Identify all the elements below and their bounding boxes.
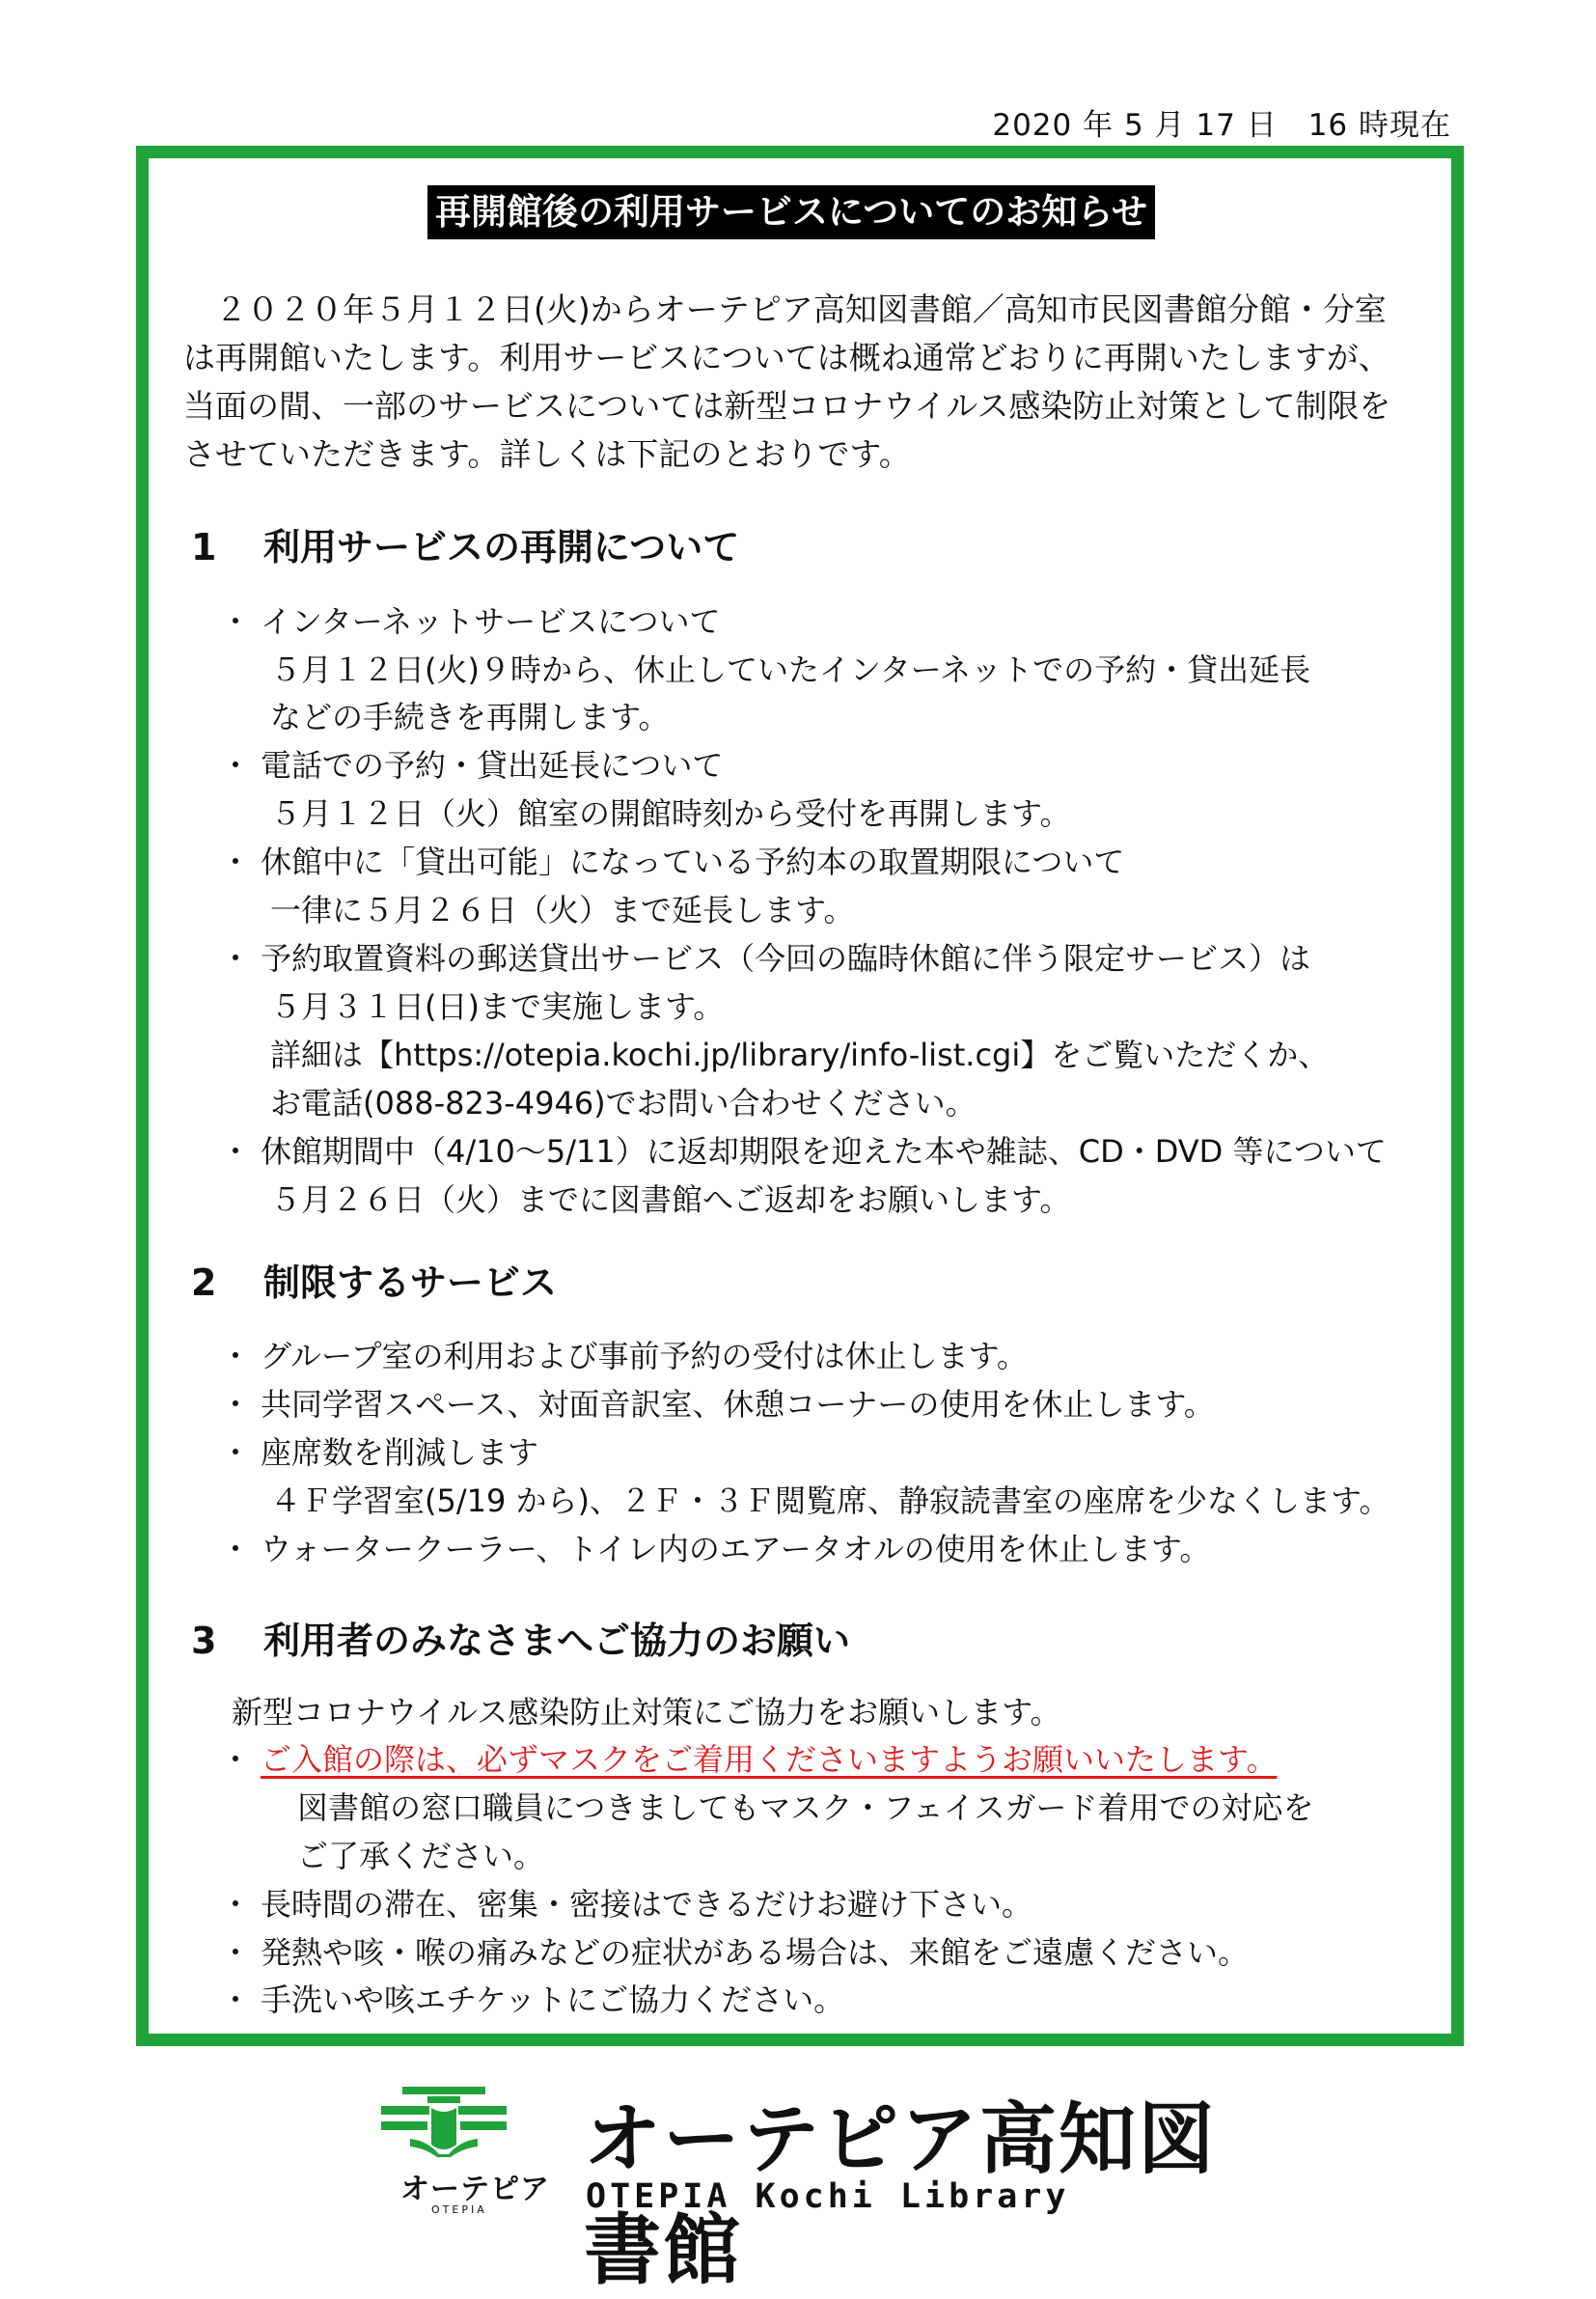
- list-item: ・ 手洗いや咳エチケットにご協力ください。: [220, 1981, 845, 2018]
- library-name-en: OTEPIA Kochi Library: [586, 2177, 1070, 2216]
- list-item-detail: ５月２６日（火）までに図書館へご返却をお願いします。: [270, 1181, 1071, 1218]
- list-item: ・ 予約取置資料の郵送貸出サービス（今回の臨時休館に伴う限定サービス）は: [220, 940, 1311, 977]
- mask-request: ご入館の際は、必ずマスクをご着用くださいますようお願いいたします。: [261, 1741, 1278, 1778]
- list-item: ・ 共同学習スペース、対面音訳室、休憩コーナーの使用を休止します。: [220, 1386, 1215, 1423]
- intro-line: 当面の間、一部のサービスについては新型コロナウイルス感染防止対策として制限を: [183, 387, 1391, 425]
- list-item-detail: ご了承ください。: [297, 1838, 545, 1874]
- intro-paragraph: [183, 286, 1428, 479]
- library-name-ja: オーテピア高知図書館: [584, 2094, 1217, 2295]
- intro-line: させていただきます。詳しくは下記のとおりです。: [183, 435, 911, 473]
- library-logo: [381, 2075, 1230, 2295]
- section-title: 利用サービスの再開について: [263, 526, 740, 568]
- logo-mark-subtext: OTEPIA: [431, 2203, 487, 2216]
- list-item-detail: ４Ｆ学習室(5/19 から)、２Ｆ・３Ｆ閲覧席、静寂読書室の座席を少なくします。: [270, 1482, 1390, 1519]
- date-line: 2020 年 5 月 17 日 16 時現在: [992, 108, 1451, 143]
- list-item: ・ 休館期間中（4/10～5/11）に返却期限を迎えた本や雑誌、CD・DVD 等について: [220, 1133, 1387, 1170]
- list-item: ・ 長時間の滞在、密集・密接はできるだけお避け下さい。: [220, 1886, 1033, 1923]
- list-item-detail: ５月１２日(火)９時から、休止していたインターネットでの予約・貸出延長: [270, 651, 1311, 688]
- section-heading-1: [191, 524, 739, 570]
- list-item: ・ 休館中に「貸出可能」になっている予約本の取置期限について: [220, 844, 1125, 880]
- list-item-detail: などの手続きを再開します。: [270, 699, 670, 735]
- list-item: ・ ウォータークーラー、トイレ内のエアータオルの使用を休止します。: [220, 1531, 1211, 1567]
- logo-mark-text: オーテピア: [400, 2173, 550, 2206]
- section-number: 2: [191, 1261, 217, 1304]
- section-heading-3: [191, 1618, 850, 1664]
- list-item-detail: 一律に５月２６日（火）まで延長します。: [270, 892, 855, 928]
- intro-line: は再開館いたします。利用サービスについては概ね通常どおりに再開いたしますが、: [183, 339, 1390, 376]
- list-item: ・ 発熱や咳・喉の痛みなどの症状がある場合は、来館をご遠慮ください。: [220, 1934, 1250, 1971]
- list-item: ・ 座席数を削減します: [220, 1434, 539, 1471]
- section-heading-2: [191, 1260, 557, 1306]
- list-item-important: ・ ご入館の際は、必ずマスクをご着用くださいますようお願いいたします。: [220, 1741, 1278, 1778]
- section-number: 1: [191, 526, 217, 568]
- list-item-detail: ５月１２日（火）館室の開館時刻から受付を再開します。: [270, 795, 1071, 832]
- section-number: 3: [191, 1620, 217, 1662]
- list-item: ・ グループ室の利用および事前予約の受付は休止します。: [220, 1338, 1028, 1374]
- phone-line: お電話(088-823-4946)でお問い合わせください。: [270, 1085, 977, 1122]
- list-item: ・ インターネットサービスについて: [220, 603, 721, 640]
- section-title: 利用者のみなさまへご協力のお願い: [263, 1620, 851, 1662]
- page-title: 再開館後の利用サービスについてのお知らせ: [427, 185, 1155, 239]
- section-title: 制限するサービス: [263, 1261, 558, 1304]
- list-item-detail: 図書館の窓口職員につきましてもマスク・フェイスガード着用での対応を: [297, 1789, 1314, 1826]
- info-link-line: 詳細は【https://otepia.kochi.jp/library/info-list.cgi】をご覧いただくか、: [270, 1037, 1330, 1073]
- book-logo-icon: [381, 2085, 507, 2157]
- intro-line: ２０２０年５月１２日(火)からオーテピア高知図書館／高知市民図書館分館・分室: [183, 291, 1387, 328]
- list-item: ・ 電話での予約・貸出延長について: [220, 747, 724, 784]
- list-item-detail: ５月３１日(日)まで実施します。: [270, 988, 725, 1025]
- section-lead: 新型コロナウイルス感染防止対策にご協力をお願いします。: [232, 1694, 1061, 1731]
